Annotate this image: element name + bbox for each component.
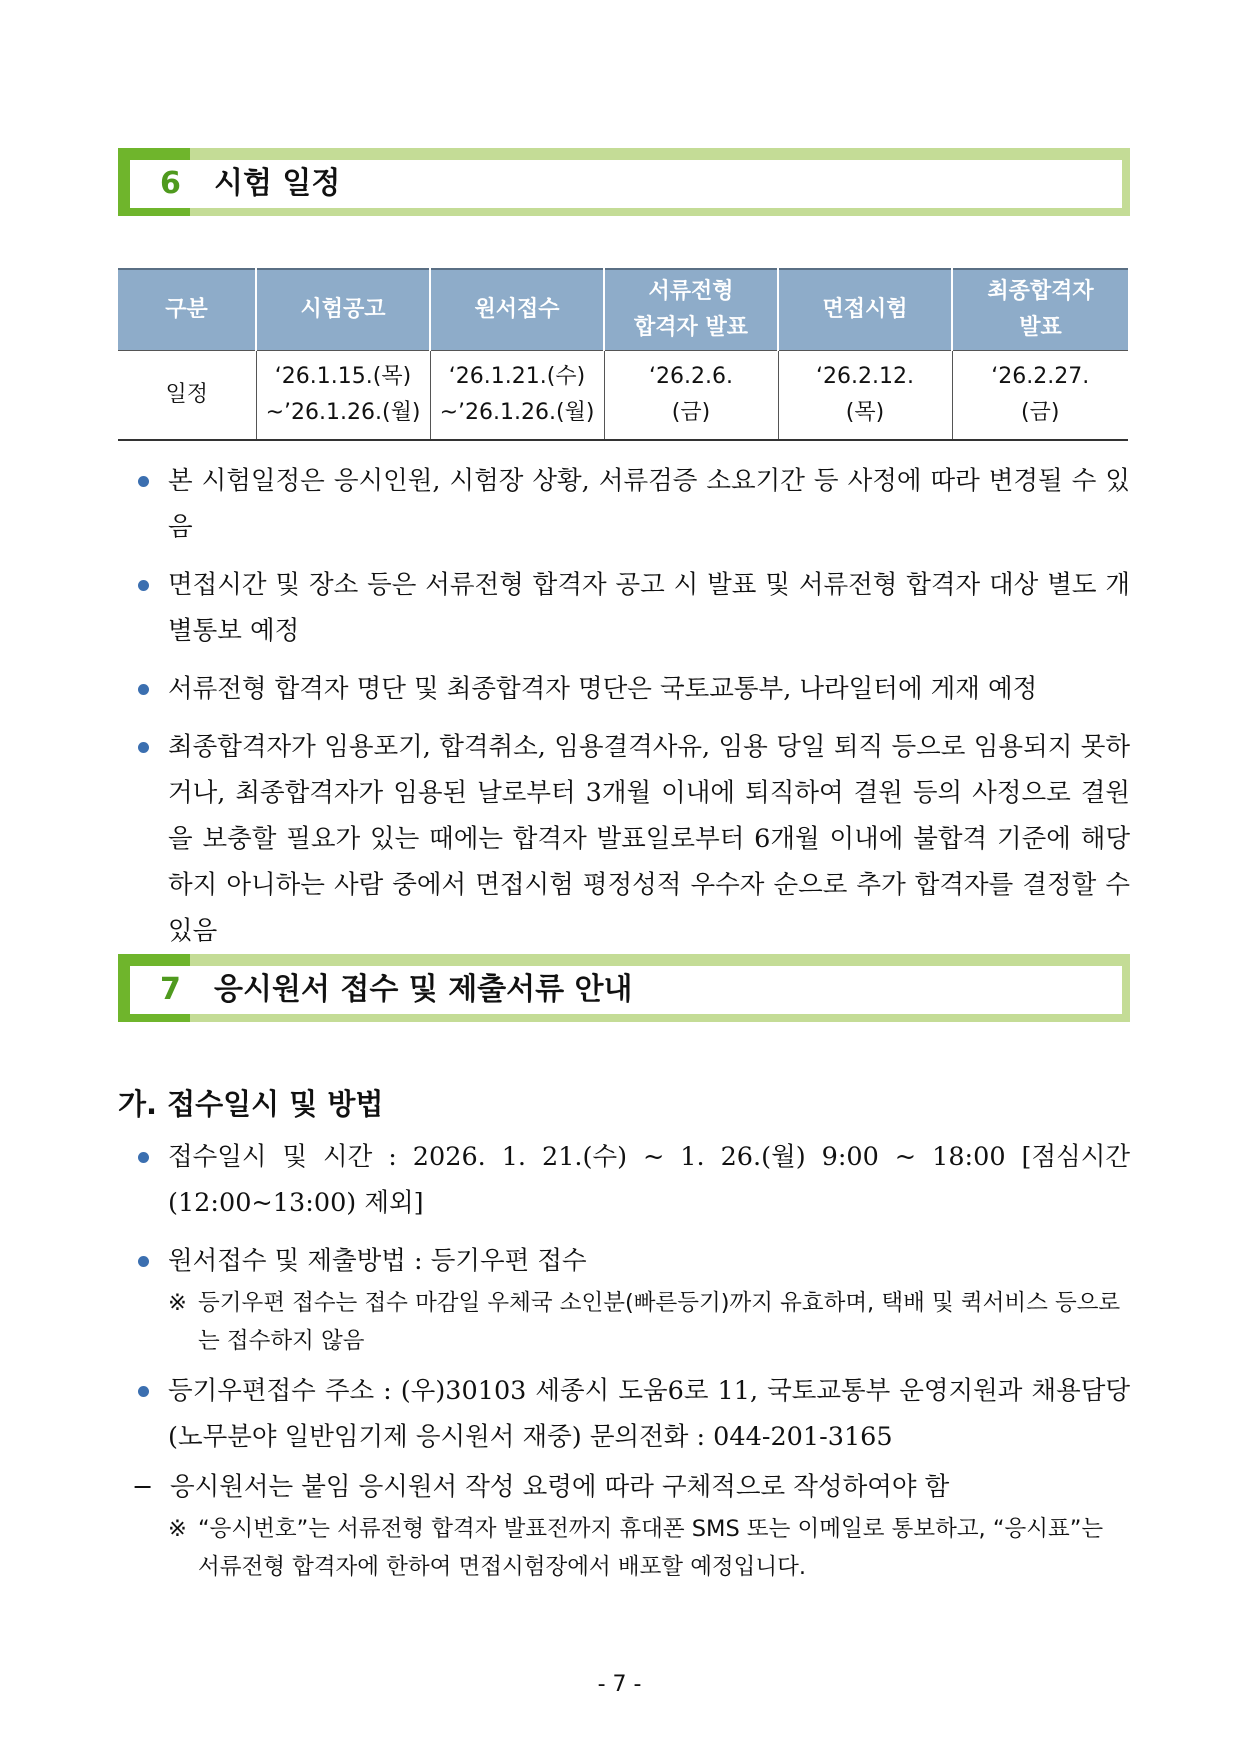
bullet-icon bbox=[138, 684, 149, 695]
section-title: 응시원서 접수 및 제출서류 안내 bbox=[214, 972, 633, 1007]
list-item-text: 접수일시 및 시간 : 2026. 1. 21.(수) ~ 1. 26.(월) 9:00 ~ 18:00 [점심시간 (12:00~13:00) 제외] bbox=[168, 1142, 1130, 1218]
table-header-cell: 면접시험 bbox=[778, 269, 952, 351]
list-item bbox=[138, 562, 1130, 654]
dash-item bbox=[132, 1464, 1130, 1510]
table-header-cell: 원서접수 bbox=[430, 269, 604, 351]
note-text: “응시번호”는 서류전형 합격자 발표전까지 휴대폰 SMS 또는 이메일로 통보하고, “응시표”는 서류전형 합격자에 한하여 면접시험장에서 배포할 예정입니다. bbox=[198, 1516, 1104, 1580]
list-item bbox=[138, 458, 1130, 550]
bullet-icon bbox=[138, 1386, 149, 1397]
section-6-header bbox=[118, 148, 1130, 216]
subsection-heading: 가. 접수일시 및 방법 bbox=[118, 1087, 384, 1121]
list-item-text: 등기우편접수 주소 : (우)30103 세종시 도움6로 11, 국토교통부 운영지원과 채용담당(노무분야 일반임기제 응시원서 재중) 문의전화 : 044-201-3165 bbox=[168, 1376, 1130, 1452]
note bbox=[168, 1510, 1130, 1586]
list-item bbox=[138, 666, 1130, 712]
list-item-text: 원서접수 및 제출방법 : 등기우편 접수 bbox=[168, 1246, 587, 1276]
header-inner bbox=[130, 966, 1122, 1014]
table-header-row bbox=[118, 269, 1128, 351]
list-item-text: 서류전형 합격자 명단 및 최종합격자 명단은 국토교통부, 나라일터에 게재 예정 bbox=[168, 674, 1038, 704]
section-title: 시험 일정 bbox=[214, 166, 341, 201]
bullet-icon bbox=[138, 742, 149, 753]
list-item bbox=[138, 724, 1130, 954]
table-row bbox=[118, 351, 1128, 441]
note-text: 등기우편 접수는 접수 마감일 우체국 소인분(빠른등기)까지 유효하며, 택배 및 퀵서비스 등으로는 접수하지 않음 bbox=[198, 1290, 1121, 1354]
table-header-cell: 최종합격자 발표 bbox=[952, 269, 1128, 351]
dash-text: 응시원서는 붙임 응시원서 작성 요령에 따라 구체적으로 작성하여야 함 bbox=[170, 1472, 950, 1502]
section-7-items bbox=[132, 1134, 1130, 1586]
list-item-text: 본 시험일정은 응시인원, 시험장 상황, 서류검증 소요기간 등 사정에 따라 변경될 수 있음 bbox=[168, 466, 1130, 542]
bullet-icon bbox=[138, 580, 149, 591]
table-header-cell: 구분 bbox=[118, 269, 256, 351]
table-cell: ‘26.2.6. (금) bbox=[604, 351, 778, 441]
table-cell: ‘26.2.27. (금) bbox=[952, 351, 1128, 441]
list-item bbox=[138, 1134, 1130, 1226]
page-number: - 7 - bbox=[597, 1672, 642, 1697]
header-inner bbox=[130, 160, 1122, 208]
table-cell: ‘26.2.12. (목) bbox=[778, 351, 952, 441]
bullet-icon bbox=[138, 1152, 149, 1163]
list-item bbox=[138, 1238, 1130, 1284]
section-number: 7 bbox=[160, 972, 181, 1007]
list-item-text: 최종합격자가 임용포기, 합격취소, 임용결격사유, 임용 당일 퇴직 등으로 임용되지 못하거나, 최종합격자가 임용된 날로부터 3개월 이내에 퇴직하여 결원 등의 사정으로 결원을 보충할 필요가 있는 때에는 합격자 발표일로부터 6개월 이내에 불합격 기준에 해당하지 아니하는 사람 중에서 면접시험 평정성적 우수자 순으로 추가 합격자를 결정할 수 있음 bbox=[168, 732, 1130, 946]
dash-mark: − bbox=[132, 1472, 154, 1502]
note-mark: ※ bbox=[168, 1516, 187, 1542]
schedule-table bbox=[118, 268, 1128, 441]
section-6-bullets bbox=[138, 458, 1130, 966]
table-header-cell: 서류전형 합격자 발표 bbox=[604, 269, 778, 351]
list-item-text: 면접시간 및 장소 등은 서류전형 합격자 공고 시 발표 및 서류전형 합격자 대상 별도 개별통보 예정 bbox=[168, 570, 1130, 646]
list-item bbox=[138, 1368, 1130, 1460]
note bbox=[168, 1284, 1130, 1360]
bullet-icon bbox=[138, 1256, 149, 1267]
table-cell: ‘26.1.21.(수) ~’26.1.26.(월) bbox=[430, 351, 604, 441]
bullet-icon bbox=[138, 476, 149, 487]
section-number: 6 bbox=[160, 166, 181, 201]
table-cell: ‘26.1.15.(목) ~’26.1.26.(월) bbox=[256, 351, 430, 441]
table-header-cell: 시험공고 bbox=[256, 269, 430, 351]
note-mark: ※ bbox=[168, 1290, 187, 1316]
section-7-header bbox=[118, 954, 1130, 1022]
table-cell: 일정 bbox=[118, 351, 256, 441]
